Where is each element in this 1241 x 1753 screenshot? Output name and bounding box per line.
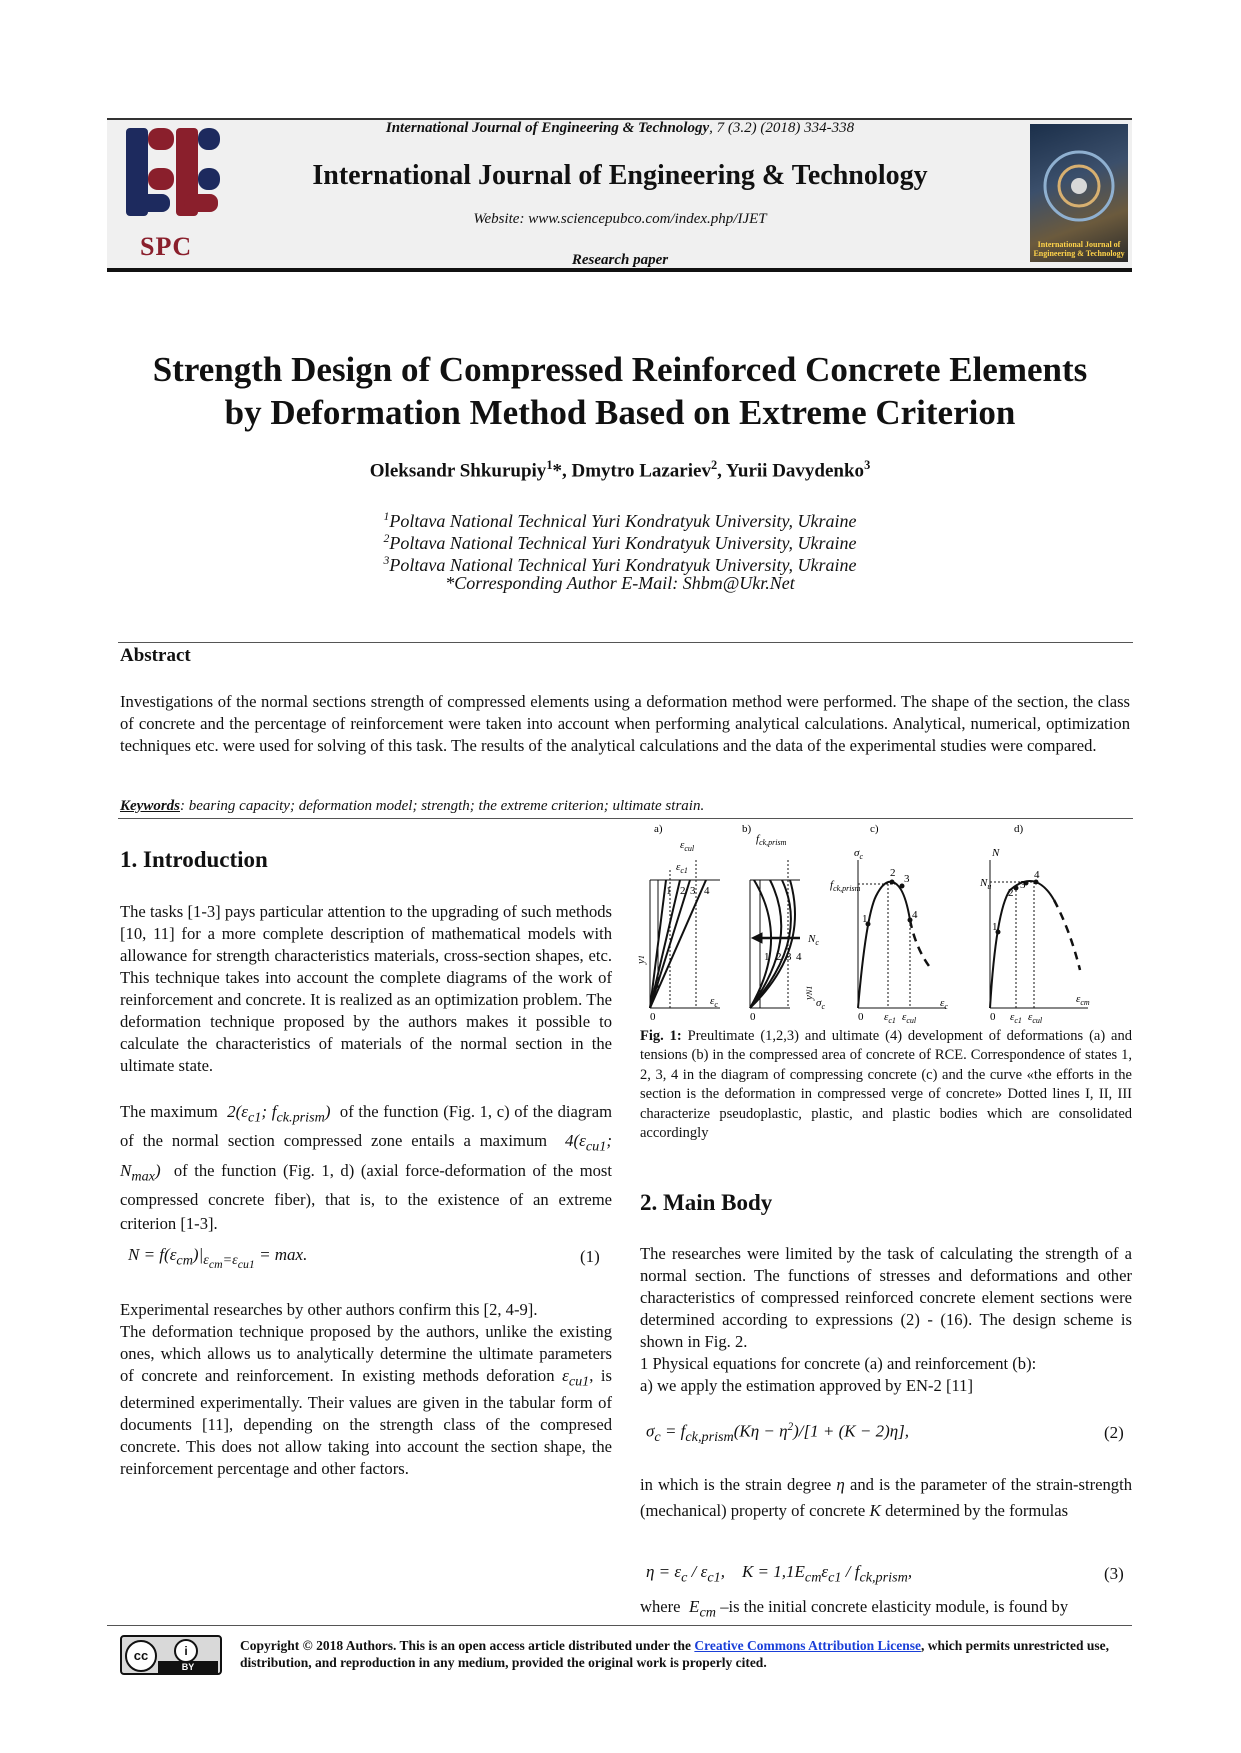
svg-text:Nc: $N_c$ <box>808 933 819 947</box>
cc-by-license-badge[interactable] <box>120 1635 222 1675</box>
svg-text:0: 0 <box>990 1011 996 1023</box>
svg-text:εcul: $\varepsilon_{cul}$ <box>680 839 695 853</box>
copyright-notice: Copyright © 2018 Authors. This is an open access article distributed under the Creative Commons Attribution License, which permits unrestricted use, distribution, and reproduction in any medium, provided the original work is properly cited. <box>240 1638 1109 1670</box>
svg-text:0: 0 <box>858 1011 864 1023</box>
figure-1 <box>635 820 1132 1025</box>
affiliation: $^1$Poltava National Technical Yuri Kondratyuk University, Ukraine <box>383 510 857 531</box>
intro-paragraph-1: The tasks [1-3] pays particular attention to the upgrading of such methods [10, 11] for a more complete description of mathematical models with allowance for strength characteristics materials, cross-section shapes, etc. This technique takes into account the complete diagrams of the work of reinforcement and concrete. It is realized as an optimization problem. The deformation technique proposed by the authors makes it possible to calculate the characteristics of materials of the normal section in the ultimate state. <box>120 902 612 1075</box>
figure-panel-d <box>990 860 1088 1008</box>
attribution-person-icon: i <box>174 1639 198 1663</box>
affiliation: $^3$Poltava National Technical Yuri Kondratyuk University, Ukraine <box>383 554 857 575</box>
svg-text:4: 4 <box>1034 869 1040 881</box>
equation-1: $N = f(\varepsilon_{cm})|_{\varepsilon_{cm}=\varepsilon_{cu1}} = \max$. <box>128 1245 308 1272</box>
main-paragraph-4: in which is the strain degree η and is the parameter of the strain-strength (mechanical) property of concrete K determined by the formulas <box>640 1475 1133 1520</box>
formula-max-d: $4(\varepsilon_{cu1}$; $N_{max}$) <box>120 1131 612 1185</box>
intro-paragraph-2: The maximum $2(\varepsilon_{c1}$; $f_{ck.prism}$) of the function (Fig. 1, c) of the diagram of the normal section compressed zone entails a maximum $4(\varepsilon_{cu1}$; $N_{max}$) of the function (Fig. 1, d) (axial force-deformation of the most compressed concrete fiber), that is, to the existence of an extreme criterion [1-3]. <box>120 1102 612 1234</box>
abstract-heading: Abstract <box>120 645 191 666</box>
svg-text:3: 3 <box>786 951 792 963</box>
journal-header-band <box>107 118 1132 272</box>
figure-panel-c <box>858 860 946 1008</box>
abstract-top-rule <box>118 642 1133 643</box>
journal-website: Website: www.sciencepubco.com/index.php/IJET <box>473 211 767 227</box>
svg-text:3: 3 <box>904 873 910 885</box>
svg-text:y1: y1 <box>635 955 647 964</box>
equation-3: $\eta = \varepsilon_c / \varepsilon_{c1}$, $K = 1,1E_{cm}\varepsilon_{c1} / f_{ck,prism}$, <box>646 1562 913 1586</box>
main-paragraph-1: The researches were limited by the task of calculating the strength of a normal section. The functions of stresses and deformations and other characteristics of compressed reinforced concrete element sections were determined according to expressions (2) - (16). The design scheme is shown in Fig. 2. <box>640 1244 1132 1351</box>
svg-text:εcul: $\varepsilon_{cul}$ <box>902 1011 917 1025</box>
svg-text:N: N <box>992 847 1000 859</box>
journal-cover-image <box>1030 124 1128 262</box>
cc-license-link[interactable]: Creative Commons Attribution License <box>694 1638 921 1653</box>
symbol-k: K <box>865 1501 886 1520</box>
svg-text:1: 1 <box>764 951 770 963</box>
svg-text:yN1: yN1 <box>803 985 815 1000</box>
affiliation: $^2$Poltava National Technical Yuri Kondratyuk University, Ukraine <box>383 532 857 553</box>
figure-panel-label: b) <box>742 823 752 835</box>
svg-text:fck,prism: $f_{ck,prism}$ <box>830 879 861 893</box>
svg-text:εc: $\varepsilon_c$ <box>940 997 948 1011</box>
figure-panel-a <box>650 860 720 1008</box>
footer-rule <box>107 1625 1132 1626</box>
author-name: Dmytro Lazariev <box>571 460 711 482</box>
svg-text:σc: $\sigma_c$ <box>854 847 863 861</box>
paper-title: Strength Design of Compressed Reinforced Concrete Elements by Deformation Method Based on Extreme Criterion <box>152 350 1088 432</box>
spc-logo-text: SPC <box>140 232 193 261</box>
abstract-text: Investigations of the normal sections strength of compressed elements using a deformation method were performed. The shape of the section, the class of concrete and the percentage of reinforcement were taken into account when performing analytical calculations. Analytical, numerical, optimization techniques etc. were used for solving of this task. The results of the analytical calculations and the data of the experimental studies were compared. <box>120 692 1130 755</box>
equation-2-number: (2) <box>1104 1423 1124 1442</box>
svg-text:εc1: $\varepsilon_{c1}$ <box>884 1011 896 1025</box>
svg-text:fck,prism: $f_{ck,prism}$ <box>756 833 787 847</box>
author-name: Oleksandr Shkurupiy <box>369 460 547 482</box>
svg-text:σc: $\sigma_c$ <box>816 997 825 1011</box>
author-list: Oleksandr Shkurupiy$^1$*, Dmytro Lazariev$^2$, Yurii Davydenko$^3$ <box>369 458 871 482</box>
corresponding-author: *Corresponding Author E-Mail: Shbm@Ukr.Net <box>445 573 795 593</box>
svg-text:εcm: $\varepsilon_{cm}$ <box>1076 993 1090 1007</box>
equation-1-number: (1) <box>580 1247 600 1266</box>
figure-panel-label: a) <box>654 823 663 835</box>
svg-text:1: 1 <box>992 921 998 933</box>
svg-text:3: 3 <box>690 885 696 897</box>
section-heading-introduction: 1. Introduction <box>120 847 268 872</box>
svg-text:3: 3 <box>1020 879 1026 891</box>
keywords: Keywords: bearing capacity; deformation model; strength; the extreme criterion; ultimate strain. <box>120 798 705 814</box>
formula-max-c: $2(\varepsilon_{c1}$; $f_{ck.prism}$) <box>222 1102 336 1126</box>
svg-text:εcul: $\varepsilon_{cul}$ <box>1028 1011 1043 1025</box>
svg-text:1: 1 <box>862 913 868 925</box>
intro-paragraph-3: Experimental researches by other authors confirm this [2, 4-9]. <box>120 1300 538 1319</box>
symbol-ecm: $E_{cm}$ <box>680 1597 716 1621</box>
main-paragraph-2: 1 Physical equations for concrete (a) and reinforcement (b): <box>640 1354 1037 1373</box>
spc-logo <box>118 124 228 264</box>
section-heading-main-body: 2. Main Body <box>640 1190 773 1215</box>
author-name: Yurii Davydenko <box>725 460 865 482</box>
journal-cover-label: International Journal of Engineering & Technology <box>1033 240 1125 258</box>
svg-text:4: 4 <box>912 909 918 921</box>
figure-panel-label: c) <box>870 823 879 835</box>
equation-3-number: (3) <box>1104 1564 1124 1583</box>
svg-text:εc1: $\varepsilon_{c1}$ <box>676 861 688 875</box>
figure-1-caption: Fig. 1: Preultimate (1,2,3) and ultimate (4) development of deformations (a) and tensions (b) in the compressed area of concrete of RCE. Correspondence of states 1, 2, 3, 4 in the diagram of compressing concrete (c) and the curve «the efforts in the section is the deformation in compressed verge of concrete» Dotted lines I, II, III characterize pseudoplastic, plastic, and plastic bodies which are consolidated accordingly <box>640 1028 1132 1142</box>
svg-text:Nu: $N_u$ <box>980 877 992 891</box>
formula-eps-cu1: $\varepsilon_{cu1}$ <box>554 1366 590 1390</box>
paper-type: Research paper <box>571 252 669 268</box>
keywords-bottom-rule <box>118 818 1133 819</box>
svg-text:2: 2 <box>890 867 896 879</box>
cc-icon: cc <box>125 1640 157 1672</box>
intro-paragraph-4: The deformation technique proposed by the authors, unlike the existing ones, which allows us to analytically determine the ultimate parameters of concrete and reinforcement. In existing methods deforation $\varepsilon_{cu1}$, is determined experimentally. Their values are given in the tabular form of documents [11], depending on the strength class of the compresed concrete. This does not allow taking into account the section shape, the reinforcement percentage and other factors. <box>120 1322 612 1479</box>
svg-text:1: 1 <box>666 885 672 897</box>
svg-text:εc: $\varepsilon_c$ <box>710 995 718 1009</box>
cc-by-label: BY <box>158 1661 218 1673</box>
figure-panel-b <box>750 860 800 1008</box>
svg-text:4: 4 <box>796 951 802 963</box>
figure-panel-label: d) <box>1014 823 1024 835</box>
svg-text:εc1: $\varepsilon_{c1}$ <box>1010 1011 1022 1025</box>
symbol-eta: η <box>831 1475 851 1494</box>
main-paragraph-5: where $E_{cm}$ –is the initial concrete elasticity module, is found by <box>640 1597 1069 1621</box>
journal-citation-line: International Journal of Engineering & Technology, 7 (3.2) (2018) 334-338 <box>385 120 855 136</box>
journal-name: International Journal of Engineering & Technology <box>312 160 928 191</box>
svg-text:4: 4 <box>704 885 710 897</box>
svg-text:2: 2 <box>680 885 686 897</box>
svg-text:0: 0 <box>650 1011 656 1023</box>
svg-text:2: 2 <box>776 951 782 963</box>
main-paragraph-3: a) we apply the estimation approved by EN-2 [11] <box>640 1376 974 1395</box>
equation-2: $\sigma_c = f_{ck,prism}(K\eta - \eta^2)/[1 + (K - 2)\eta]$, <box>646 1421 910 1446</box>
svg-text:2: 2 <box>1008 887 1014 899</box>
svg-text:0: 0 <box>750 1011 756 1023</box>
